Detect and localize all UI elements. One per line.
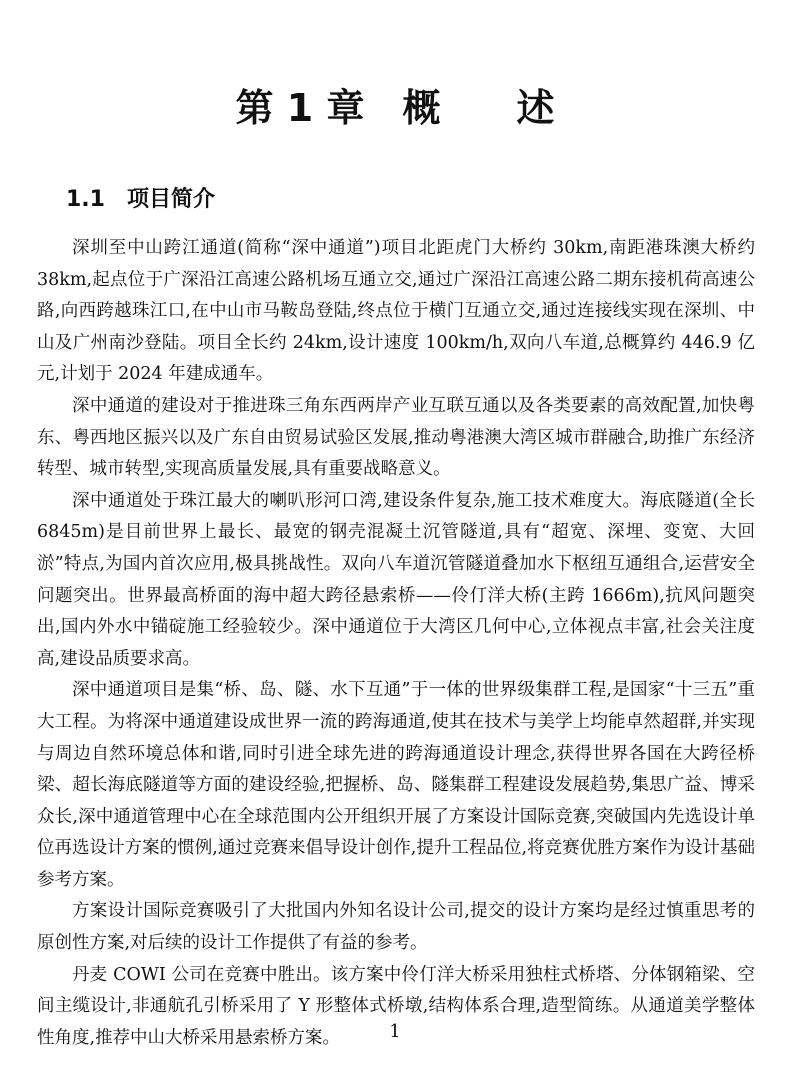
paragraph: 丹麦 COWI 公司在竞赛中胜出。该方案中伶仃洋大桥采用独柱式桥塔、分体钢箱梁、空间主缆设计,非通航孔引桥采用了 Y 形整体式桥墩,结构体系合理,造型简练。从通道美学整体性角度,推荐中山大桥采用悬索桥方案。 — [37, 964, 755, 1048]
body-text — [37, 233, 755, 1054]
paragraph: 深圳至中山跨江通道(简称“深中通道”)项目北距虎门大桥约 30km,南距港珠澳大桥约 38km,起点位于广深沿江高速公路机场互通立交,通过广深沿江高速公路二期东接机荷高速公路,向西跨越珠江口,在中山市马鞍岛登陆,终点位于横门互通立交,通过连接线实现在深圳、中山及广州南沙登陆。项目全长约 24km,设计速度 100km/h,双向八车道,总概算约 446.9 亿元,计划于 2024 年建成通车。 — [37, 238, 755, 385]
section-title: 1.1 项目简介 — [66, 187, 215, 212]
paragraph: 方案设计国际竞赛吸引了大批国内外知名设计公司,提交的设计方案均是经过慎重思考的原创性方案,对后续的设计工作提供了有益的参考。 — [37, 901, 755, 954]
paragraph: 深中通道处于珠江最大的喇叭形河口湾,建设条件复杂,施工技术难度大。海底隧道(全长 6845m)是目前世界上最长、最宽的钢壳混凝土沉管隧道,具有“超宽、深埋、变宽、大回淤”特点,为国内首次应用,极具挑战性。双向八车道沉管隧道叠加水下枢纽互通组合,运营安全问题突出。世界最高桥面的海中超大跨径悬索桥——伶仃洋大桥(主跨 1666m),抗风问题突出,国内外水中锚碇施工经验较少。深中通道位于大湾区几何中心,立体视点丰富,社会关注度高,建设品质要求高。 — [37, 490, 755, 669]
paragraph: 深中通道的建设对于推进珠三角东西两岸产业互联互通以及各类要素的高效配置,加快粤东、粤西地区振兴以及广东自由贸易试验区发展,推动粤港澳大湾区城市群融合,助推广东经济转型、城市转型,实现高质量发展,具有重要战略意义。 — [37, 395, 755, 480]
paragraph: 深中通道项目是集“桥、岛、隧、水下互通”于一体的世界级集群工程,是国家“十三五”重大工程。为将深中通道建设成世界一流的跨海通道,使其在技术与美学上均能卓然超群,并实现与周边自然环境总体和谐,同时引进全球先进的跨海通道设计理念,获得世界各国在大跨径桥梁、超长海底隧道等方面的建设经验,把握桥、岛、隧集群工程建设发展趋势,集思广益、博采众长,深中通道管理中心在全球范围内公开组织开展了方案设计国际竞赛,突破国内先选设计单位再选设计方案的惯例,通过竞赛来倡导设计创作,提升工程品位,将竞赛优胜方案作为设计基础参考方案。 — [37, 680, 755, 890]
chapter-title: 第 1 章 概 述 — [235, 86, 555, 130]
page-number: 1 — [389, 1021, 401, 1042]
